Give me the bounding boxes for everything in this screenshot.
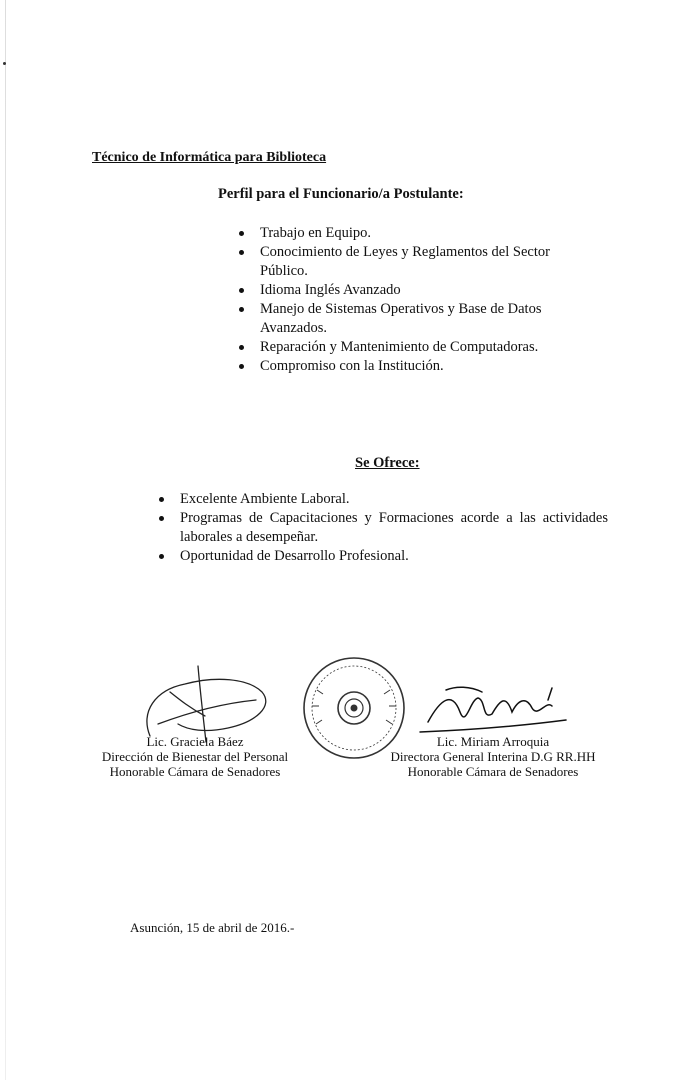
signatory-org: Honorable Cámara de Senadores	[407, 764, 579, 779]
list-item: Conocimiento de Leyes y Reglamentos del Sector Público.	[238, 243, 598, 281]
list-item: Reparación y Mantenimiento de Computadoras.	[238, 338, 598, 357]
profile-list	[238, 224, 598, 376]
document-title: Técnico de Informática para Biblioteca	[92, 150, 327, 165]
signatory-name: Lic. Miriam Arroquia	[436, 734, 550, 749]
profile-heading: Perfil para el Funcionario/a Postulante:	[218, 186, 464, 202]
list-item: Idioma Inglés Avanzado	[238, 281, 598, 300]
left-signature	[147, 666, 266, 742]
list-item: Manejo de Sistemas Operativos y Base de Datos Avanzados.	[238, 300, 598, 338]
right-signature-block	[378, 734, 608, 779]
list-item: Programas de Capacitaciones y Formaciones acorde a las actividades laborales a desempeñar.	[158, 509, 608, 547]
scan-edge	[5, 0, 6, 1080]
scan-dot	[3, 62, 6, 65]
list-item: Excelente Ambiente Laboral.	[158, 490, 608, 509]
offer-list	[158, 490, 608, 566]
left-signature-block	[88, 734, 302, 779]
signatory-name: Lic. Graciela Báez	[146, 734, 244, 749]
signatory-org: Honorable Cámara de Senadores	[109, 764, 281, 779]
signatory-role: Dirección de Bienestar del Personal	[101, 749, 289, 764]
offer-heading: Se Ofrece:	[355, 455, 420, 471]
list-item: Oportunidad de Desarrollo Profesional.	[158, 547, 608, 566]
right-signature	[420, 687, 566, 732]
signatory-role: Directora General Interina D.G RR.HH	[390, 749, 596, 764]
list-item: Compromiso con la Institución.	[238, 357, 598, 376]
list-item: Trabajo en Equipo.	[238, 224, 598, 243]
document-date: Asunción, 15 de abril de 2016.-	[130, 920, 295, 935]
